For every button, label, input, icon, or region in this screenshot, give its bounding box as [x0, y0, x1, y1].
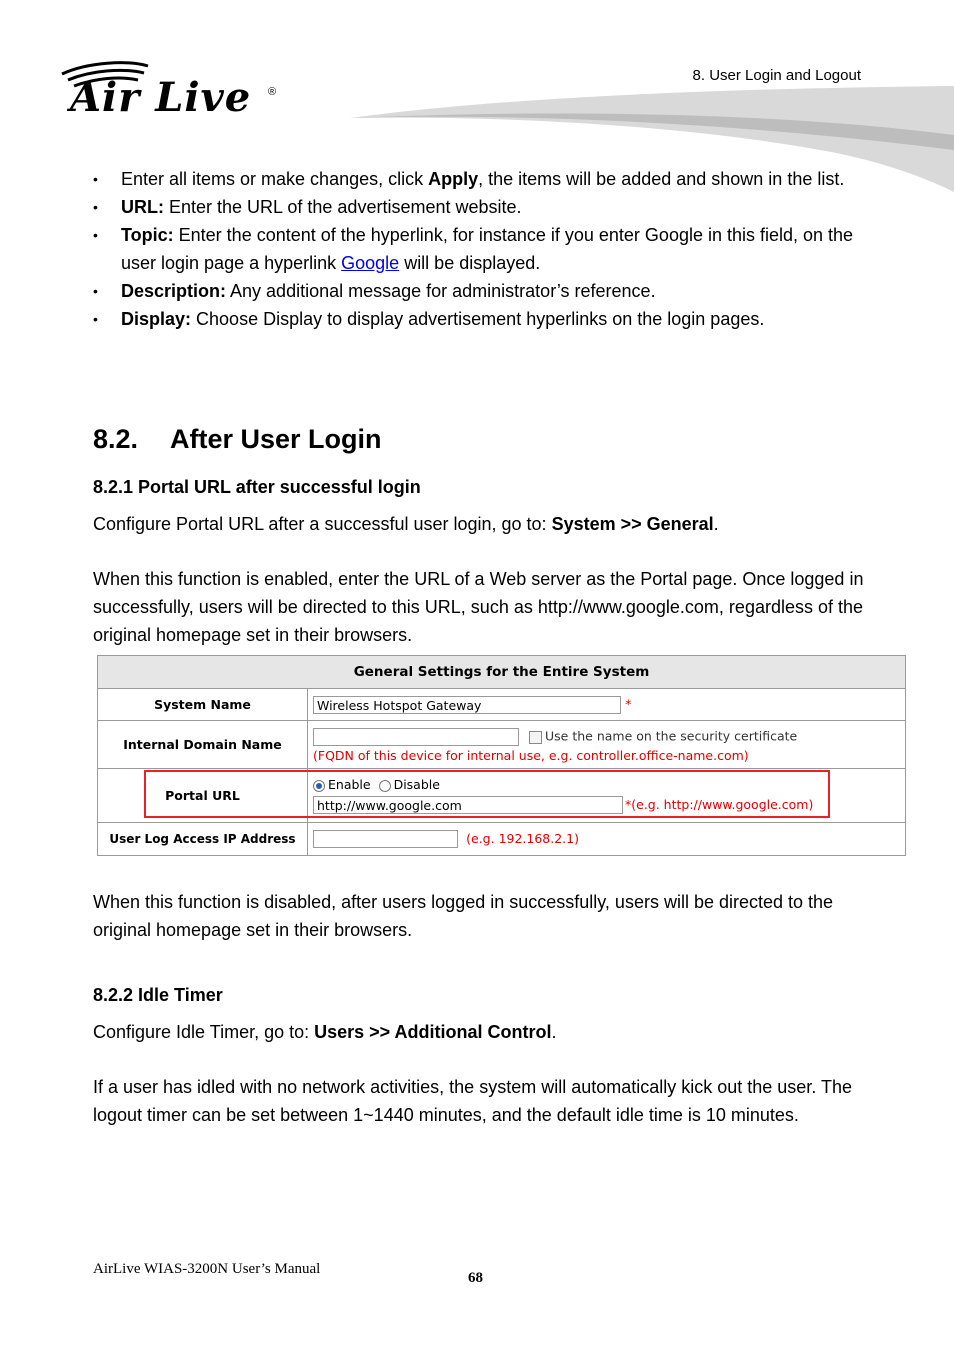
paragraph: When this function is disabled, after users logged in successfully, users will be directed to the original homepage set in their browsers.	[93, 892, 834, 940]
list-item: • URL: Enter the URL of the advertisement website.	[93, 197, 522, 217]
domain-hint: (FQDN of this device for internal use, e.g. controller.office-name.com)	[313, 748, 749, 763]
domain-label: Internal Domain Name	[98, 721, 308, 769]
log-access-input[interactable]	[313, 830, 458, 848]
log-access-label: User Log Access IP Address	[98, 823, 308, 856]
portal-url-input[interactable]: http://www.google.com	[313, 796, 623, 814]
paragraph: If a user has idled with no network activities, the system will automatically kick out the user. The logout timer can be set between 1~1440 minutes, and the default idle time is 10 minutes.	[93, 1077, 853, 1125]
list-item: • Description: Any additional message for administrator’s reference.	[93, 280, 656, 301]
logo-text: Air Live	[70, 74, 252, 121]
settings-header: General Settings for the Entire System	[98, 656, 906, 689]
list-item: • Topic: Enter the content of the hyperlink, for instance if you enter Google in this field, on the user login page a hyperlink Google will be displayed.	[93, 225, 854, 273]
settings-screenshot	[97, 655, 906, 857]
airlive-logo	[58, 58, 288, 128]
page-number: 68	[468, 1270, 483, 1286]
system-name-label: System Name	[98, 689, 308, 721]
disable-label: Disable	[393, 777, 440, 792]
list-item: • Enter all items or make changes, click Apply, the items will be added and shown in the list.	[93, 169, 845, 189]
log-access-hint: (e.g. 192.168.2.1)	[466, 830, 579, 846]
registered-mark: ®	[268, 86, 277, 98]
portal-url-highlight-box	[144, 770, 830, 818]
portal-url-hint: *(e.g. http://www.google.com)	[625, 796, 814, 812]
bullet-list	[93, 166, 873, 334]
section-heading: 8.2. After User Login	[93, 424, 382, 454]
paragraph: Configure Idle Timer, go to: Users >> Additional Control.	[93, 1022, 557, 1042]
paragraph: When this function is enabled, enter the URL of a Web server as the Portal page. Once logged in successfully, users will be directed to this URL, such as http://www.google.com, regardless of the original homepage set in their browsers.	[93, 569, 864, 645]
footer-manual-title: AirLive WIAS-3200N User’s Manual	[93, 1261, 321, 1277]
checkbox-label: Use the name on the security certificate	[545, 728, 798, 744]
enable-label: Enable	[328, 777, 371, 792]
required-mark: *	[625, 696, 632, 711]
subsection-heading-portal: 8.2.1 Portal URL after successful login	[93, 477, 421, 497]
system-name-input[interactable]: Wireless Hotspot Gateway	[313, 696, 621, 714]
google-link[interactable]: Google	[341, 252, 400, 273]
chapter-title: 8. User Login and Logout	[692, 67, 861, 84]
certificate-checkbox[interactable]	[529, 731, 542, 744]
domain-input[interactable]	[313, 728, 519, 746]
subsection-heading-idle: 8.2.2 Idle Timer	[93, 985, 223, 1005]
portal-url-label: Portal URL	[98, 769, 308, 823]
list-item: • Display: Choose Display to display advertisement hyperlinks on the login pages.	[93, 308, 765, 329]
paragraph: Configure Portal URL after a successful user login, go to: System >> General.	[93, 514, 719, 534]
